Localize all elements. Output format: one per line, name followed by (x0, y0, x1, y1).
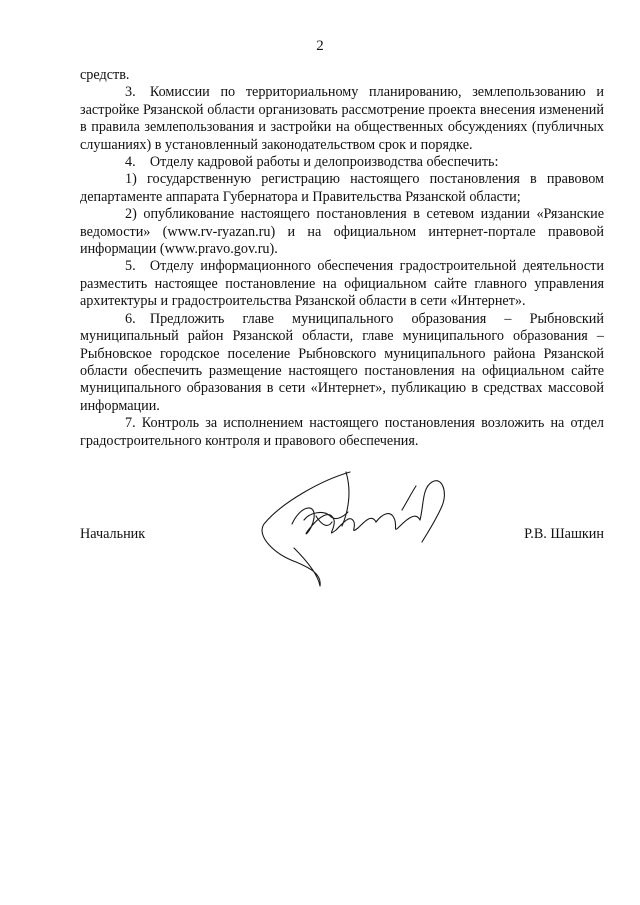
paragraph-item-4-1: 1) государственную регистрацию настоящего постановления в правовом департаменте аппарата Губернатора и Правительства Рязанской области; (80, 171, 604, 205)
signatory-title: Начальник (80, 526, 146, 542)
handwritten-signature (252, 462, 458, 590)
paragraph-item-4: 4. Отделу кадровой работы и делопроизводства обеспечить: (125, 154, 499, 171)
paragraph-item-5: 5. Отделу информационного обеспечения градостроительной деятельности разместить настоящее постановление на официальном сайте главного управления архитектуры и градостроительства Рязанской области в сети «Интернет». (80, 258, 604, 310)
paragraph-item-4-2: 2) опубликование настоящего постановления в сетевом издании «Рязанские ведомости» (www.rv-ryazan.ru) и на официальном интернет-портале правовой информации (www.pravo.gov.ru). (80, 206, 604, 258)
page-number: 2 (316, 38, 324, 54)
paragraph-item-3: 3. Комиссии по территориальному планированию, землепользованию и застройке Рязанской области организовать рассмотрение проекта внесения изменений в правила землепользования и застройки на общественных обсуждениях (публичных слушаниях) в установленный законодательством срок и порядке. (80, 84, 604, 153)
paragraph-item-6: 6. Предложить главе муниципального образования – Рыбновский муниципальный район Рязанской области, главе муниципального образования – Рыбновское городское поселение Рыбновского муниципального района Рязанской области обеспечить размещение настоящего постановления на официальном сайте муниципального образования в сети «Интернет», публикацию в средствах массовой информации. (80, 310, 604, 414)
document-body (80, 67, 604, 450)
paragraph-item-7: 7. Контроль за исполнением настоящего постановления возложить на отдел градостроительного контроля и правового обеспечения. (80, 415, 604, 449)
paragraph-continuation: средств. (80, 67, 130, 83)
signatory-name: Р.В. Шашкин (524, 526, 604, 542)
